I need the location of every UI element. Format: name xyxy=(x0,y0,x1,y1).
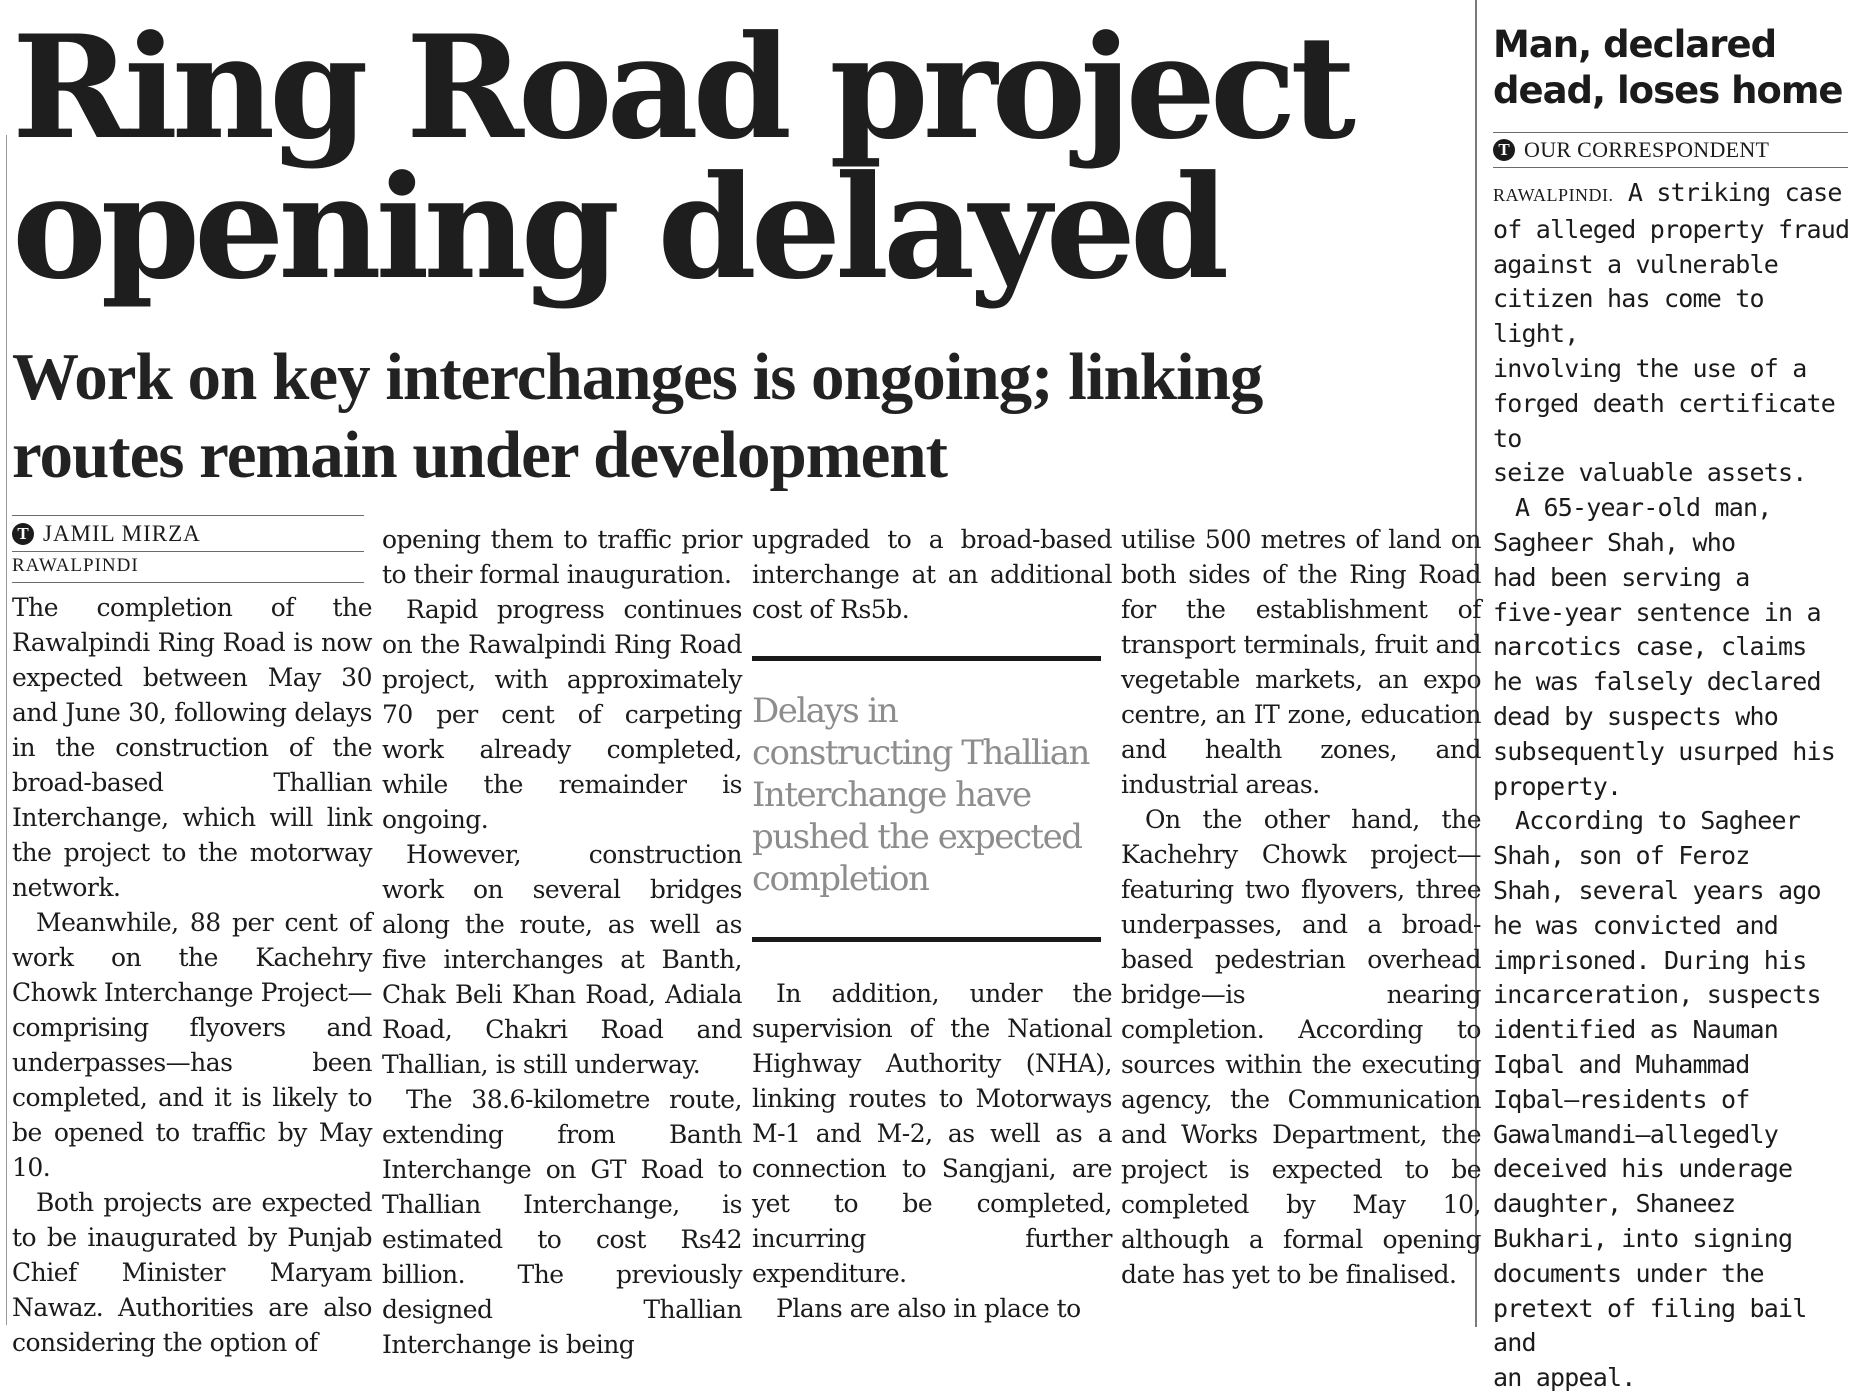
paragraph: Plans are also in place to xyxy=(776,1294,1081,1323)
text-line: According to Sagheer xyxy=(1515,806,1801,836)
text-line: Iqbal and Muhammad xyxy=(1493,1049,1750,1079)
pullquote-rule xyxy=(752,656,1101,661)
subheadline xyxy=(12,338,1462,494)
paragraph xyxy=(1493,176,1853,491)
text-line: Shah, several years ago xyxy=(1493,875,1821,905)
paragraph: Both projects are expected to be inaugurated by Punjab Chief Minister Maryam Nawaz. Authorities are also considering the option of xyxy=(12,1188,372,1357)
subheadline-line: Work on key interchanges is ongoing; linking xyxy=(12,340,1263,414)
paragraph: On the other hand, the Kachehry Chowk project—featuring two flyovers, three underpasses, and a broad-based pedestrian overhead bridge—is nearing completion. According to sources within the executing agency, the Communication and Works Department, the project is expected to be completed by May 10, although a formal opening date has yet to be finalised. xyxy=(1121,805,1481,1289)
text-line: an appeal. xyxy=(1493,1363,1636,1393)
paragraph: The completion of the Rawalpindi Ring Road is now expected between May 30 and June 30, following delays in the construction of the broad-based Thallian Interchange, which will link the project to the motorway network. xyxy=(12,593,372,902)
pullquote: Delays in constructing Thallian Interchange have pushed the expected completion xyxy=(752,691,1089,899)
paragraph: opening them to traffic prior to their formal inauguration. xyxy=(382,525,742,589)
text-line: incarceration, suspects xyxy=(1493,980,1821,1010)
text-line: daughter, Shaneez xyxy=(1493,1189,1736,1219)
pullquote-rule xyxy=(752,937,1101,942)
text-line: Gawalmandi—allegedly xyxy=(1493,1119,1779,1149)
subheadline-line: routes remain under development xyxy=(12,418,947,492)
text-line: five-year sentence in a xyxy=(1493,597,1821,627)
article-column-2 xyxy=(382,522,742,1362)
text-line: property. xyxy=(1493,771,1622,801)
text-line: Sagheer Shah, who xyxy=(1493,527,1736,557)
headline-line: opening delayed xyxy=(12,145,1224,311)
paragraph: upgraded to a broad-based interchange at an additional cost of Rs5b. xyxy=(752,525,1112,624)
text-line: identified as Nauman xyxy=(1493,1015,1779,1045)
headline xyxy=(12,5,1452,311)
paragraph xyxy=(1493,491,1853,804)
text-line: citizen has come to light, xyxy=(1493,284,1764,349)
paragraph: utilise 500 metres of land on both sides of the Ring Road for the establishment of transport terminals, fruit and vegetable markets, an expo centre, an IT zone, education and health zones, and industrial areas. xyxy=(1121,525,1481,799)
text-line: seize valuable assets. xyxy=(1493,458,1807,488)
paragraph xyxy=(1493,804,1853,1396)
article-column-1 xyxy=(12,590,372,1360)
text-line: of alleged property fraud xyxy=(1493,214,1850,244)
publication-logo-icon: T xyxy=(12,523,34,545)
text-line: A 65-year-old man, xyxy=(1515,493,1772,523)
dateline: RAWALPINDI xyxy=(12,555,364,583)
sidebar-byline xyxy=(1493,132,1848,168)
text-line: forged death certificate to xyxy=(1493,388,1836,453)
text-line: A striking case xyxy=(1613,178,1842,207)
text-line: he was convicted and xyxy=(1493,910,1779,940)
paragraph: The 38.6-kilometre route, extending from Banth Interchange on GT Road to Thallian Interchange, is estimated to cost Rs42 billion. The previously designed Thallian Interchange is being xyxy=(382,1085,742,1359)
text-line: had been serving a xyxy=(1493,562,1750,592)
paragraph: In addition, under the supervision of the National Highway Authority (NHA), linking routes to Motorways M-1 and M-2, as well as a connection to Sangjani, are yet to be completed, incurring further expenditure. xyxy=(752,979,1112,1288)
article-column-4 xyxy=(1121,522,1481,1292)
text-line: documents under the xyxy=(1493,1258,1764,1288)
sidebar-dateline: RAWALPINDI. xyxy=(1493,185,1614,205)
text-line: pretext of filing bail and xyxy=(1493,1293,1807,1358)
text-line: Bukhari, into signing xyxy=(1493,1223,1793,1253)
text-line: dead by suspects who xyxy=(1493,701,1779,731)
paragraph: Meanwhile, 88 per cent of work on the Kachehry Chowk Interchange Project—comprising flyovers and underpasses—has been completed, and it is likely to be opened to traffic by May 10. xyxy=(12,908,372,1182)
column-rule xyxy=(6,135,7,1325)
sidebar-headline: Man, declared dead, loses home xyxy=(1493,23,1843,112)
paragraph: However, construction work on several bridges along the route, as well as five interchanges at Banth, Chak Beli Khan Road, Adiala Road, Chakri Road and Thallian, is still underway. xyxy=(382,840,742,1079)
text-line: subsequently usurped his xyxy=(1493,736,1836,766)
text-line: narcotics case, claims xyxy=(1493,632,1807,662)
text-line: against a vulnerable xyxy=(1493,249,1779,279)
sidebar-article-body xyxy=(1493,176,1853,1396)
text-line: involving the use of a xyxy=(1493,353,1807,383)
text-line: Shah, son of Feroz xyxy=(1493,841,1750,871)
article-column-3-continued xyxy=(752,976,1112,1326)
text-line: deceived his underage xyxy=(1493,1154,1793,1184)
author-name: JAMIL MIRZA xyxy=(43,520,201,546)
byline xyxy=(12,515,364,552)
text-line: Iqbal—residents of xyxy=(1493,1084,1750,1114)
paragraph: Rapid progress continues on the Rawalpindi Ring Road project, with approximately 70 per cent of carpeting work already completed, while the remainder is ongoing. xyxy=(382,595,742,834)
author-name: OUR CORRESPONDENT xyxy=(1524,137,1770,162)
publication-logo-icon: T xyxy=(1493,139,1515,161)
text-line: he was falsely declared xyxy=(1493,667,1821,697)
text-line: imprisoned. During his xyxy=(1493,945,1807,975)
headline-line: Ring Road project xyxy=(12,5,1350,171)
article-column-3 xyxy=(752,522,1112,627)
